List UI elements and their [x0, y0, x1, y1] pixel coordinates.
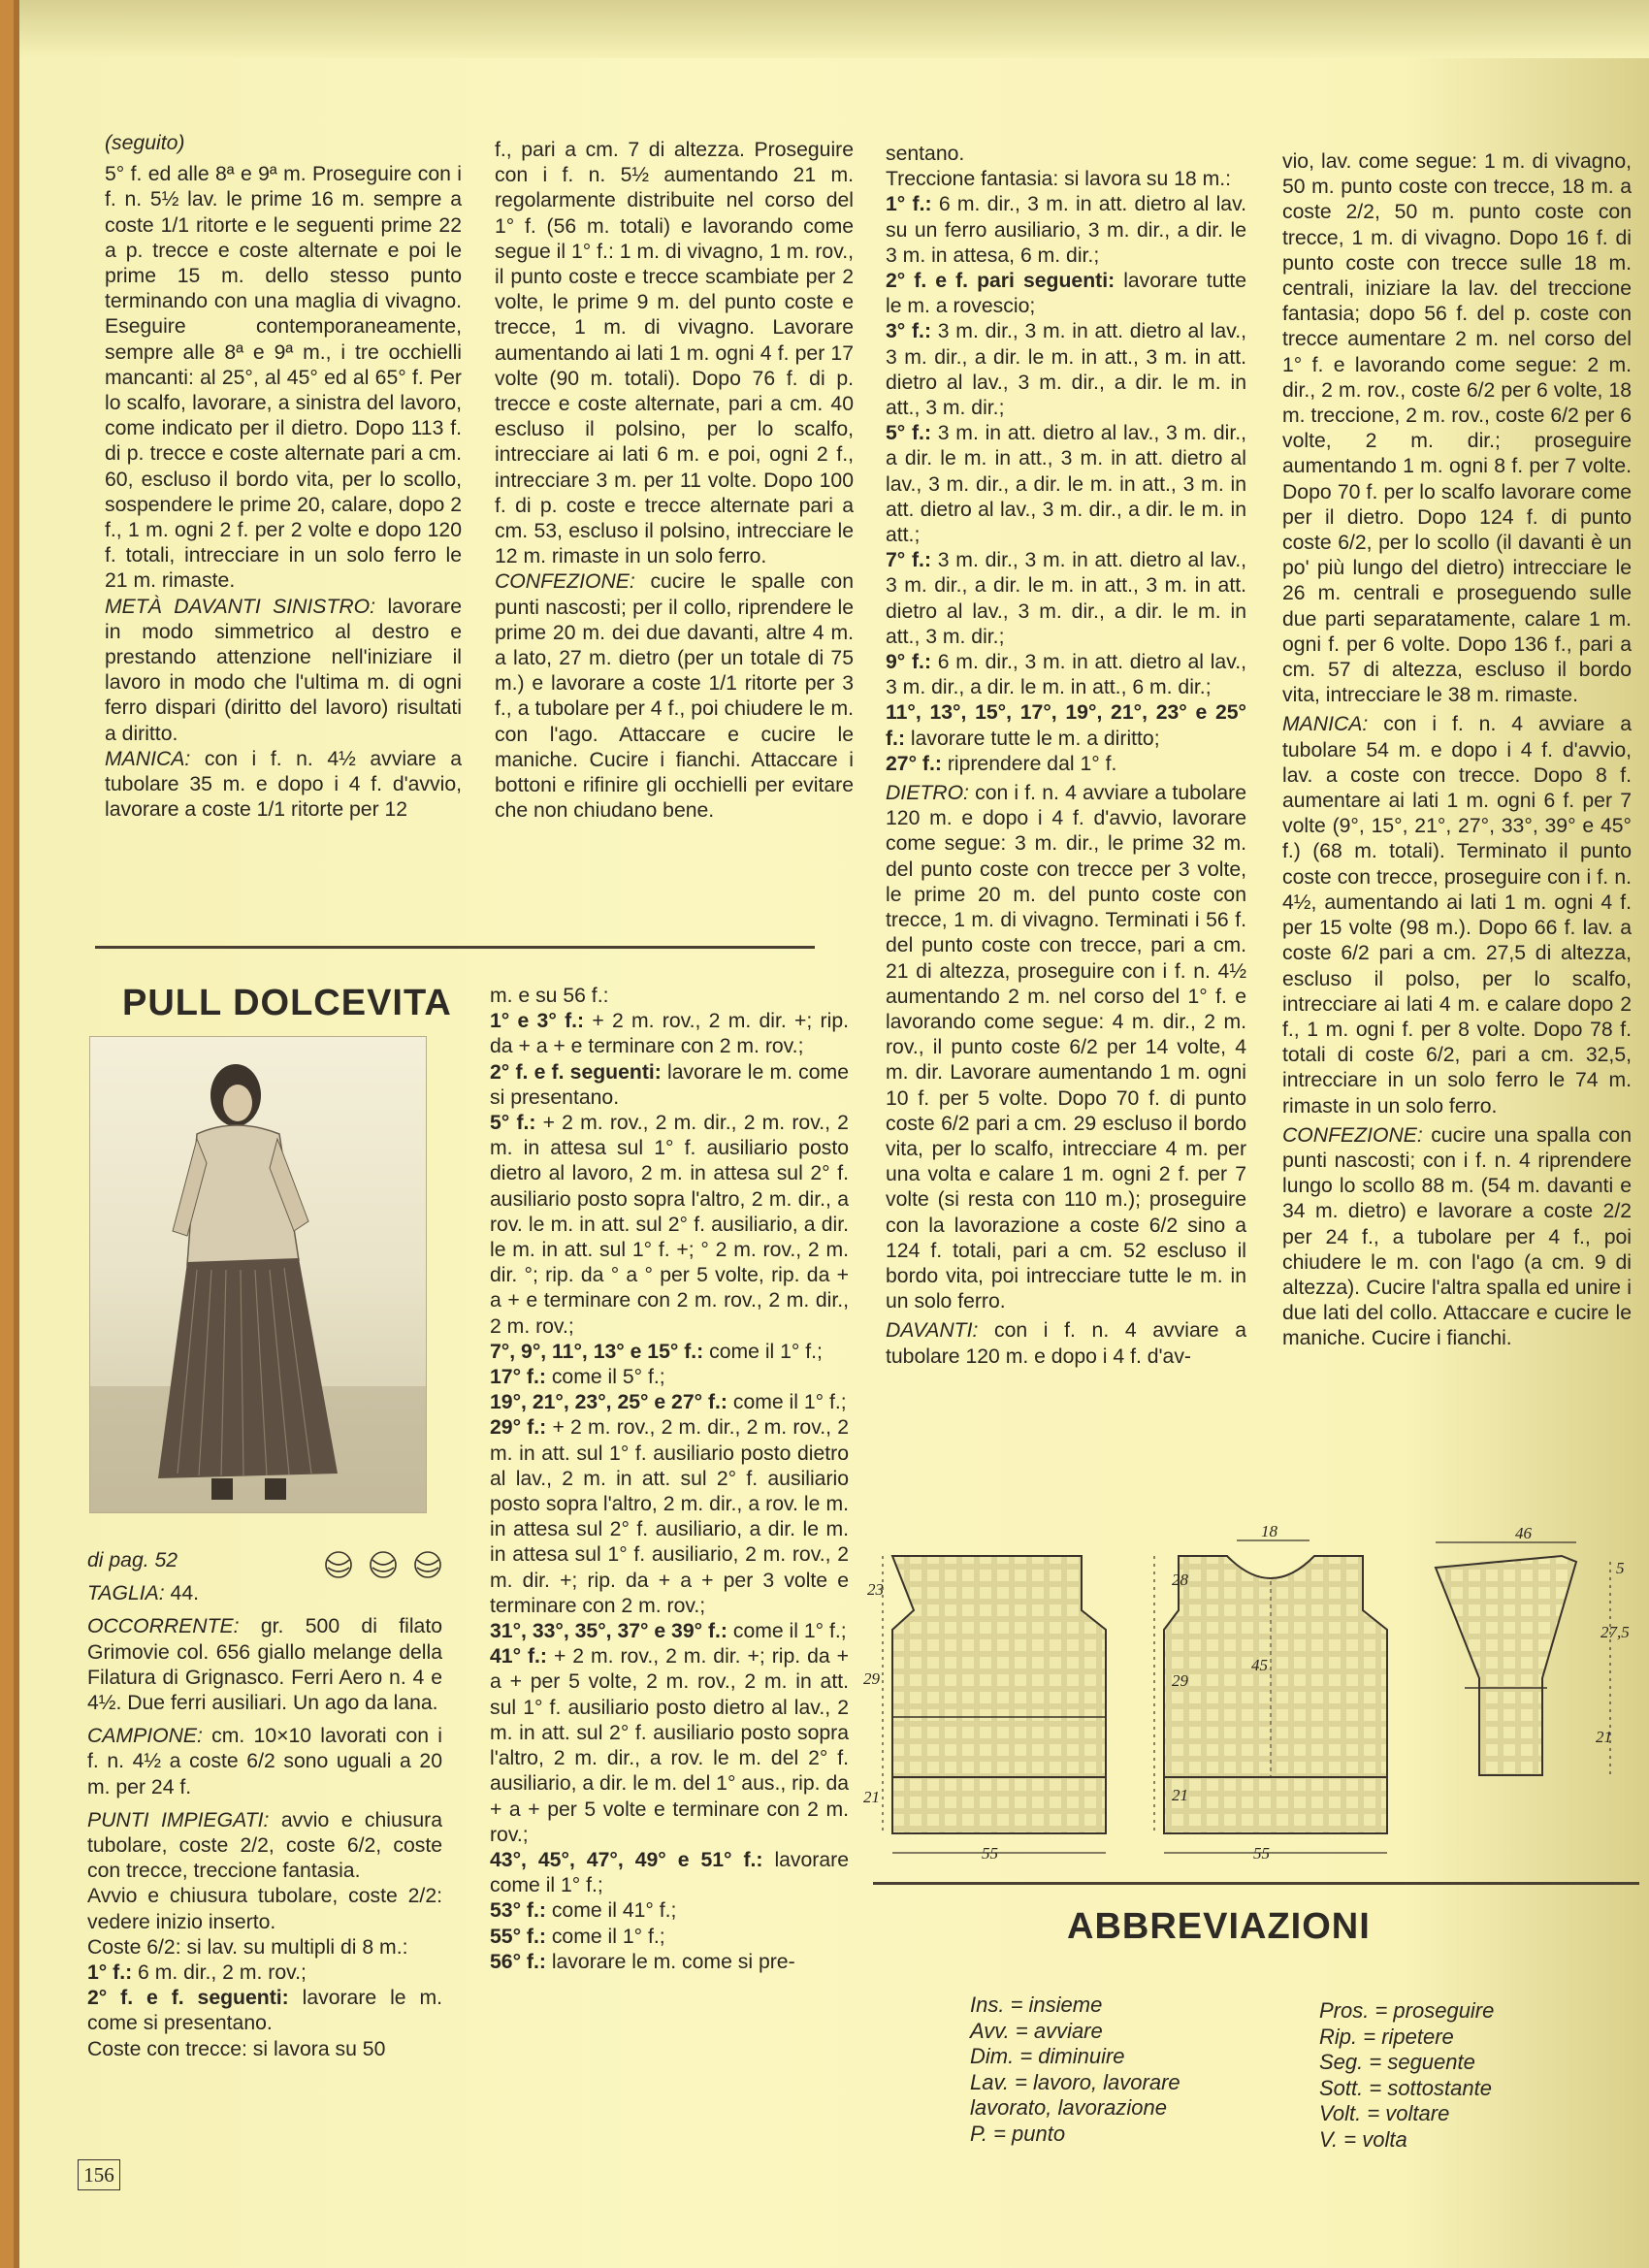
tr-row-9-label: 9° f.: — [886, 651, 932, 674]
occorrente — [87, 1614, 442, 1716]
ct-row-2 — [490, 1060, 849, 1111]
confezione-2 — [1282, 1123, 1632, 1352]
confezione-2-text: cucire una spalla con punti nascosti; con i f. n. 4 riprendere lungo lo scollo 88 m. (54 m. davanti e 34 m. dietro) e lavorare a coste 2/2 per 24 f., a tubolare per 4 f., poi chiudere le m. con l'ago (a cm. 9 di altezza). Cucire l'altra spalla ed unire i due lati del collo. Attaccare e cucire le maniche. Cucire i fianchi. — [1282, 1123, 1632, 1350]
ct-row-19 — [490, 1390, 849, 1415]
dietro — [886, 781, 1246, 1314]
ct-row-17-text: come il 5° f.; — [545, 1366, 665, 1389]
tr-row-3-text: 3 m. dir., 3 m. in att. dietro al lav., 3 m. dir., a dir. le m. in att., 3 m. in att. dietro al lav., 3 m. dir., a dir. le m. in att., 3 m. dir.; — [886, 320, 1246, 420]
back-label-21: 21 — [863, 1788, 880, 1806]
ct-row-1 — [490, 1009, 849, 1059]
coste-62-row1 — [87, 1960, 442, 1986]
column-3 — [886, 142, 1246, 1370]
tr-row-5 — [886, 421, 1246, 548]
manica-1 — [105, 747, 462, 824]
abbr-lav: Lav. = lavoro, lavorare — [970, 2069, 1180, 2094]
ct-row-19-label: 19°, 21°, 23°, 25° e 27° f.: — [490, 1391, 728, 1414]
horizontal-rule-right — [873, 1882, 1639, 1885]
ct-row-7-text: come il 1° f.; — [703, 1340, 823, 1363]
heading-punti-impiegati: PUNTI IMPIEGATI: — [87, 1808, 270, 1831]
tr-row-2-label: 2° f. e f. pari seguenti: — [886, 270, 1116, 293]
col2-para-1: f., pari a cm. 7 di altezza. Proseguire con i f. n. 5½ aumentando 21 m. regolarmente distribuite nel corso del 1° f. (56 m. totali) e lavorando come segue il 1° f.: 1 m. di vivagno, 1 m. rov., il punto coste e trecce scambiate per 2 volte, le prime 9 m. del punto coste e trecce, 1 m. di vivagno. Lavorare aumentando ai lati 1 m. ogni 4 f. per 17 volte (90 m. totali). Dopo 76 f. di p. trecce e coste alternate, pari a cm. 40 escluso il polsino, per lo scalfo, intrecciare ai lati 6 m. e poi, ogni 2 f., intrecciare 3 m. per 11 volte. Dopo 100 f. di p. coste e trecce alternate pari a cm. 53, escluso il polsino, intrecciare le 12 m. rimaste in un solo ferro. — [495, 139, 854, 568]
binding-edge — [0, 0, 14, 2268]
heading-confezione-2: CONFEZIONE: — [1282, 1123, 1423, 1147]
ct-row-1-text: + 2 m. rov., 2 m. dir. +; rip. da + a + e terminare con 2 m. rov.; — [490, 1010, 849, 1058]
tr-row-7 — [886, 548, 1246, 650]
confezione-1 — [495, 569, 854, 824]
col6-line-0: m. e su 56 f.: — [490, 985, 609, 1007]
abbr-lavorato: lavorato, lavorazione — [970, 2095, 1168, 2120]
coste-62-row2 — [87, 1986, 442, 2036]
taglia-value: 44. — [164, 1582, 200, 1605]
ct-row-17-label: 17° f.: — [490, 1366, 546, 1389]
ct-row-5-text: + 2 m. rov., 2 m. dir., 2 m. rov., 2 m. in attesa sul 1° f. ausiliario posto dietro al lavoro, 2 m. in attesa sul 2° f. ausiliario posto sopra l'altro, 2 m. dir., a rov. le m. in att. sul 2° f. ausiliario, a dir. le m. in att. sul 1° f. +; ° 2 m. rov., 2 m. dir. °; rip. da ° a ° per 5 volte, rip. da + a + e terminare con 2 m. rov., 2 m. dir., 2 m. rov.; — [490, 1112, 849, 1338]
col1-para-1: 5° f. ed alle 8ª e 9ª m. Proseguire con i f. n. 5½ lav. le prime 16 m. sempre a coste 1/1 ritorte e le seguenti prime 22 a p. trecce e coste alternate e poi le prime 15 m. dello stesso punto terminando con una maglia di vivagno. Eseguire contemporaneamente, sempre alle 8ª e 9ª m., i tre occhielli mancanti: al 25°, al 45° ed al 65° f. Per lo scalfo, lavorare, a sinistra del lavoro, come indicato per il dietro. Dopo 113 f. di p. trecce e coste alternate pari a cm. 60, escluso il bordo vita, per lo scollo, sospendere le prime 20, calare, dopo 2 f., 1 m. ogni 2 f. per 2 volte e dopo 120 f. totali, intrecciare in un solo ferro le 21 m. rimaste. — [105, 163, 462, 593]
ct-row-43-label: 43°, 45°, 47°, 49° e 51° f.: — [490, 1848, 763, 1871]
front-piece — [1154, 1523, 1387, 1863]
ct-row-2-text: lavorare le m. come si presentano. — [490, 1060, 849, 1109]
page-top-shade — [19, 0, 1649, 58]
garment-schema — [863, 1523, 1639, 1872]
abbr-avv: Avv. = avviare — [970, 2018, 1103, 2043]
heading-davanti: DAVANTI: — [886, 1319, 979, 1343]
sleeve-piece — [1436, 1524, 1630, 1775]
abbr-sott: Sott. = sottostante — [1319, 2075, 1492, 2100]
confezione-text: cucire le spalle con punti nascosti; per il collo, riprendere le prime 20 m. dei due davanti, altre 4 m. a lato, 27 m. dietro (per un totale di 75 m.) e lavorare a coste 1/1 ritorte per 3 f., a tubolare per 4 f., poi chiudere le m. con l'ago. Attaccare e cucire le maniche. Cucire i fianchi. Attaccare i bottoni e rifinire gli occhielli per evitare che non chiudano bene. — [495, 570, 854, 823]
occorrente-text: gr. 500 di filato Grimovie col. 656 giallo melange della Filatura di Grignasco. Ferri Aero n. 4 e 4½. Due ferri ausiliari. Un ago da lana. — [87, 1615, 442, 1715]
model-photo — [89, 1036, 427, 1513]
tr-row-1-text: 6 m. dir., 3 m. in att. dietro al lav. su un ferro ausiliario, 3 m. dir., a dir. le 3 m. in attesa, 6 m. dir.; — [886, 193, 1246, 267]
punti-impiegati-text: avvio e chiusura tubolare, coste 2/2, coste 6/2, coste con trecce, treccione fantasia. — [87, 1808, 442, 1883]
front-label-45: 45 — [1251, 1656, 1268, 1674]
abbr-rip: Rip. = ripetere — [1319, 2024, 1454, 2049]
tr-row-3 — [886, 319, 1246, 421]
ct-row-1-label: 1° e 3° f.: — [490, 1010, 585, 1033]
abbr-pros: Pros. = proseguire — [1319, 1998, 1495, 2023]
abbreviazioni-title: ABBREVIAZIONI — [1067, 1906, 1371, 1947]
back-label-55: 55 — [982, 1844, 998, 1863]
column-5 — [87, 1548, 442, 2062]
coste-62-row2-text: lavorare le m. come si presentano. — [87, 1987, 442, 2035]
tr-row-9-text: 6 m. dir., 3 m. in att. dietro al lav., 3 m. dir., a dir. le m. in att., 6 m. dir.; — [886, 651, 1246, 699]
ct-row-53-text: come il 41° f.; — [545, 1899, 677, 1923]
tr-row-7-label: 7° f.: — [886, 549, 932, 572]
manica-text: con i f. n. 4½ avviare a tubolare 35 m. e dopo i 4 f. d'avvio, lavorare a coste 1/1 ritorte per 12 — [105, 747, 462, 822]
col4-para-1: vio, lav. come segue: 1 m. di vivagno, 50 m. punto coste con trecce, 18 m. a coste 2/2, 50 m. punto coste con trecce, 1 m. di vivagno. Dopo 16 f. di punto coste con trecce sulle 18 m. centrali, iniziare la lav. del treccione fantasia; dopo 56 f. del p. coste con trecce aumentare 2 m. nel corso del 1° f. e lavorando come segue: 2 m. dir., 2 m. rov., coste 6/2 per 6 volte, 18 m. treccione, 2 m. rov., coste 6/2 per 6 volte, 2 m. dir.; proseguire aumentando 1 m. ogni 8 f. per 7 volte. Dopo 70 f. per lo scalfo lavorare come per il dietro. Dopo 124 f. di punto coste 6/2, per lo scollo (il davanti è un po' più lungo del dietro) intrecciare le 26 m. centrali e proseguendo sulle due parti separatamente, calare 1 m. ogni f. per 6 volte. Dopo 136 f., pari a cm. 57 di altezza, escluso il bordo vita, intrecciare le 38 m. rimaste. — [1282, 150, 1632, 707]
ct-row-55-label: 55° f.: — [490, 1925, 546, 1948]
ct-row-29 — [490, 1415, 849, 1619]
column-4 — [1282, 149, 1632, 1352]
coste-trecce-intro: Coste con trecce: si lavora su 50 — [87, 2037, 386, 2060]
abbr-v: V. = volta — [1319, 2126, 1407, 2152]
campione — [87, 1724, 442, 1800]
tr-row-3-label: 3° f.: — [886, 320, 932, 343]
coste-62-row1-label: 1° f.: — [87, 1961, 133, 1985]
tr-row-2-text: lavorare tutte le m. a rovescio; — [886, 270, 1247, 318]
tr-row-2 — [886, 269, 1246, 319]
page-number: 156 — [78, 2159, 120, 2190]
treccione-intro: Treccione fantasia: si lavora su 18 m.: — [886, 168, 1232, 191]
di-pag: di pag. 52 — [87, 1549, 178, 1571]
manica-2-text: con i f. n. 4 avviare a tubolare 54 m. e dopo i 4 f. d'avvio, lav. a coste con trecce. Dopo 8 f. aumentare ai lati 1 m. ogni 6 f. per 7 volte (9°, 15°, 21°, 27°, 33°, 39° e 45° f.) (68 m. totali). Terminato il punto coste con trecce, proseguire con i f. n. 4½, aumentando ai lati 1 m. ogni 4 f. per 15 volte (98 m.). Dopo 66 f. lav. a coste 6/2 pari a cm. 27,5 di altezza, escluso il polso, per lo scalfo, intrecciare ai lati 4 m. e calare dopo 2 f., 1 m. ogni f. per 8 volte. Dopo 78 f. totali di coste 6/2, pari a cm. 32,5, intrecciare in un solo ferro le 74 m. rimaste in un solo ferro. — [1282, 713, 1632, 1118]
heading-confezione: CONFEZIONE: — [495, 570, 635, 594]
back-label-23: 23 — [867, 1580, 884, 1599]
ct-row-5-label: 5° f.: — [490, 1112, 536, 1135]
heading-campione: CAMPIONE: — [87, 1725, 203, 1748]
ct-row-29-label: 29° f.: — [490, 1416, 547, 1440]
pull-dolcevita-title: PULL DOLCEVITA — [122, 983, 452, 1023]
ct-row-41-text: + 2 m. rov., 2 m. dir. +; rip. da + a + per 5 volte, 2 m. rov., 2 m. in att. sul 1° f. ausiliario posto dietro al lav., 2 m. in att. sul 2° f. ausiliario posto sopra l'altro, 2 m. dir., a rov. le m. del 2° f. ausiliario, a dir. le m. del 1° aus., rip. da + a + per 5 volte e terminare con 2 m. rov.; — [490, 1645, 850, 1846]
front-label-18: 18 — [1261, 1523, 1277, 1540]
dietro-text: con i f. n. 4 avviare a tubolare 120 m. e dopo i 4 f. d'avvio, lavorare come segue: 3 m. dir., le prime 32 m. del punto coste con trecce per 3 volte, le prime 20 m. del punto coste con trecce, 1 m. di vivagno. Terminati i 56 f. del punto coste con trecce, pari a cm. 21 di altezza, proseguire con i f. n. 4½ aumentando 2 m. nel corso del 1° f. e lavorando come segue: 4 m. dir., 2 m. rov., il punto coste 6/2 per 14 volte, 4 m. dir. Lavorare aumentando 1 m. ogni 10 f. per 5 volte. Dopo 70 f. di punto coste 6/2 pari a cm. 29 escluso il bordo vita, per lo scalfo, intrecciare 4 m. per una volta e calare 1 m. ogni 2 f. per 7 volte (si resta con 110 m.); proseguire con la lavorazione a coste 6/2 sino a 124 f. totali, pari a cm. 52 escluso il bordo vita, poi intrecciare tutte le m. in un solo ferro. — [886, 782, 1246, 1313]
ct-row-7-label: 7°, 9°, 11°, 13° e 15° f.: — [490, 1340, 704, 1363]
ct-row-2-label: 2° f. e f. seguenti: — [490, 1060, 662, 1084]
tr-row-27 — [886, 752, 1246, 777]
ct-row-29-text: + 2 m. rov., 2 m. dir., 2 m. rov., 2 m. in att. sul 1° f. ausiliario posto dietro al lav., 2 m. in att. sul 2° f. ausiliario posto sopra l'altro, 2 m. dir., a rov. le m. in attesa sul 2° f. ausiliario, a dir. le m. in attesa sul 1° f. ausiliario, 2 m. rov., 2 m. dir. +; rip. da + a + per 3 volte e terminare con 2 m. rov.; — [490, 1416, 849, 1617]
davanti — [886, 1318, 1246, 1369]
tr-row-27-text: riprendere dal 1° f. — [941, 752, 1117, 775]
heading-dietro: DIETRO: — [886, 782, 969, 805]
tr-row-5-text: 3 m. in att. dietro al lav., 3 m. dir., a dir. le m. in att., 3 m. in att. dietro al lav., 3 m. dir., a dir. le m. in att., 3 m. in att. dietro al lav., 3 m. dir., a dir. le m. in att.; — [886, 422, 1246, 547]
sleeve-label-5: 5 — [1616, 1559, 1625, 1577]
ct-row-56 — [490, 1950, 849, 1975]
front-label-21: 21 — [1172, 1786, 1188, 1804]
column-1 — [105, 131, 462, 823]
column-6 — [490, 984, 849, 1975]
sleeve-label-27-5: 27,5 — [1600, 1623, 1630, 1641]
ct-row-7 — [490, 1340, 849, 1365]
ct-row-55 — [490, 1925, 849, 1950]
tr-row-27-label: 27° f.: — [886, 752, 942, 775]
sleeve-label-46: 46 — [1515, 1524, 1532, 1542]
col3-line-0: sentano. — [886, 143, 965, 165]
manica-2 — [1282, 712, 1632, 1118]
front-label-28: 28 — [1172, 1571, 1188, 1589]
model-illustration — [90, 1037, 426, 1512]
sleeve-label-21: 21 — [1596, 1728, 1612, 1746]
ct-row-5 — [490, 1111, 849, 1340]
campione-text: cm. 10×10 lavorati con i f. n. 4½ a coste 6/2 sono uguali a 20 m. per 24 f. — [87, 1725, 442, 1798]
horizontal-rule-left — [95, 946, 815, 949]
abbr-p: P. = punto — [970, 2121, 1066, 2146]
tr-row-5-label: 5° f.: — [886, 422, 932, 445]
front-label-55: 55 — [1253, 1844, 1270, 1863]
ct-row-41-label: 41° f.: — [490, 1645, 547, 1669]
ct-row-43 — [490, 1848, 849, 1898]
abbr-volt: Volt. = voltare — [1319, 2101, 1450, 2125]
abbr-dim: Dim. = diminuire — [970, 2044, 1125, 2068]
heading-occorrente: OCCORRENTE: — [87, 1615, 240, 1638]
coste-62-intro: Coste 6/2: si lav. su multipli di 8 m.: — [87, 1935, 408, 1959]
abbr-list-left — [970, 1993, 1180, 2147]
ct-row-41 — [490, 1644, 849, 1848]
ct-row-53-label: 53° f.: — [490, 1899, 546, 1923]
back-label-29: 29 — [863, 1669, 880, 1688]
tr-row-1-label: 1° f.: — [886, 193, 932, 216]
tr-row-9 — [886, 650, 1246, 700]
ct-row-19-text: come il 1° f.; — [727, 1391, 847, 1414]
heading-manica-2: MANICA: — [1282, 713, 1369, 736]
ct-row-55-text: come il 1° f.; — [545, 1925, 665, 1948]
seguito-label: (seguito) — [105, 132, 185, 154]
meta-davanti-sinistro-text: lavorare in modo simmetrico al destro e prestando attenzione nell'iniziare il lavoro in modo che l'ultima m. di ogni ferro dispari (diritto del lavoro) risultati a diritto. — [105, 595, 462, 745]
ct-row-56-label: 56° f.: — [490, 1950, 546, 1973]
ct-row-43-text: lavorare come il 1° f.; — [490, 1848, 849, 1897]
heading-manica: MANICA: — [105, 747, 191, 770]
davanti-text: con i f. n. 4 avviare a tubolare 120 m. e dopo i 4 f. d'av- — [886, 1319, 1246, 1368]
punti-impiegati — [87, 1808, 442, 1885]
ct-row-53 — [490, 1898, 849, 1924]
coste-62-row1-text: 6 m. dir., 2 m. rov.; — [132, 1961, 307, 1985]
tr-row-odd-label: 11°, 13°, 15°, 17°, 19°, 21°, 23° e 25° f.: — [886, 701, 1246, 750]
tr-row-odd-text: lavorare tutte le m. a diritto; — [905, 727, 1160, 750]
ct-row-17 — [490, 1365, 849, 1390]
difficulty-indicator — [322, 1548, 448, 1586]
back-piece — [863, 1556, 1106, 1863]
heading-taglia: TAGLIA: — [87, 1582, 165, 1605]
ct-row-31-text: come il 1° f.; — [727, 1620, 847, 1643]
tr-row-1 — [886, 192, 1246, 269]
ct-row-56-text: lavorare le m. come si pre- — [545, 1950, 795, 1973]
avvio-tubolare: Avvio e chiusura tubolare, coste 2/2: vedere inizio inserto. — [87, 1885, 442, 1933]
abbr-ins: Ins. = insieme — [970, 1993, 1103, 2017]
ct-row-31 — [490, 1619, 849, 1644]
front-label-29: 29 — [1172, 1671, 1188, 1690]
abbr-seg: Seg. = seguente — [1319, 2050, 1475, 2074]
tr-row-7-text: 3 m. dir., 3 m. in att. dietro al lav., 3 m. dir., a dir. le m. in att., 3 m. in att. dietro al lav., 3 m. dir., a dir. le m. in att., 3 m. dir.; — [886, 549, 1246, 648]
meta-davanti-sinistro — [105, 595, 462, 747]
ct-row-31-label: 31°, 33°, 35°, 37° e 39° f.: — [490, 1620, 728, 1643]
heading-meta-davanti-sinistro: METÀ DAVANTI SINISTRO: — [105, 595, 376, 618]
column-2 — [495, 138, 854, 824]
tr-row-odd — [886, 700, 1246, 751]
coste-62-row2-label: 2° f. e f. seguenti: — [87, 1987, 289, 2010]
abbr-list-right — [1319, 1998, 1494, 2153]
